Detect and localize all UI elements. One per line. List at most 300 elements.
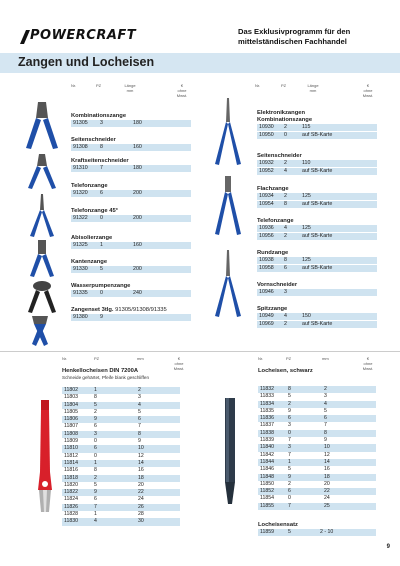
cell-mm: 9 [138, 438, 141, 445]
cell-pz: 1 [100, 242, 103, 248]
henkel-header [62, 368, 180, 381]
cell-mm: 24 [138, 496, 144, 503]
col-laenge-unit: mm [126, 88, 134, 93]
product-name: Vornschneider [257, 282, 298, 288]
table-row [62, 445, 180, 452]
product-name-main: Zangenset 3tlg. [71, 307, 114, 313]
product-name: Seitenschneider [257, 153, 302, 159]
cell-mm: 16 [324, 466, 330, 473]
hollow-punch-red-icon [30, 398, 60, 516]
cell-mm: 200 [133, 266, 142, 272]
table-row [258, 474, 376, 481]
cell-pz: 9 [94, 489, 97, 496]
cell-pz: 2 [288, 400, 291, 407]
col-eur [172, 83, 192, 98]
henkel-title: Henkellocheisen DIN 7200A [62, 368, 139, 374]
cell-nr: 11836 [260, 415, 275, 422]
schwarz-table [258, 386, 376, 510]
electronic-pliers-illustration [205, 96, 251, 346]
table-row [258, 529, 376, 536]
cell-nr: 11840 [260, 444, 275, 451]
end-cutter-icon [28, 281, 56, 313]
product-block [71, 208, 191, 222]
cell-mm: auf SB-Karte [302, 265, 333, 271]
cell-pz: 2 [94, 408, 97, 415]
cell-nr: 11805 [64, 408, 79, 415]
cell-pz: 0 [288, 495, 291, 502]
cell-nr: 10954 [259, 201, 274, 207]
cell-nr: 11810 [64, 445, 79, 452]
product-block [257, 110, 377, 139]
col-laenge-label: Länge [307, 83, 319, 88]
cell-pz: 1 [94, 511, 97, 518]
product-row [257, 233, 377, 240]
cell-nr: 11844 [260, 458, 275, 465]
table-row [62, 467, 180, 474]
col-eur [358, 83, 378, 98]
pliers-illustration [18, 98, 66, 348]
cell-mm: 2 - 10 [320, 529, 334, 535]
col-pz: PZ [286, 356, 292, 361]
table-row [258, 401, 376, 408]
cell-pz: 5 [100, 266, 103, 272]
cell-pz: 9 [94, 416, 97, 423]
product-row [257, 201, 377, 208]
cell-pz: 0 [94, 438, 97, 445]
col-laenge-unit: mm [309, 88, 317, 93]
product-name: Elektronikzangen [257, 110, 305, 116]
table-row [62, 409, 180, 416]
cell-pz: 0 [100, 290, 103, 296]
cell-pz: 6 [100, 190, 103, 196]
cell-pz: 0 [284, 132, 287, 138]
brand-name: POWERCRAFT [30, 28, 137, 43]
product-row [257, 257, 377, 264]
cell-nr: 10932 [259, 160, 274, 166]
cell-nr: 91308 [73, 144, 88, 150]
cell-mm: 9 [324, 437, 327, 444]
table-row [62, 518, 180, 525]
hollow-punch-black-icon [218, 396, 242, 508]
col-eur-note: ohne Mwst. [362, 88, 374, 98]
table-row [62, 489, 180, 496]
cell-nr: 10950 [259, 132, 274, 138]
cell-pz: 3 [94, 430, 97, 437]
cell-nr: 11850 [260, 480, 275, 487]
cell-nr: 11828 [64, 511, 79, 518]
cell-mm: 160 [133, 144, 142, 150]
cell-nr: 11859 [260, 529, 275, 535]
cell-mm: 16 [138, 467, 144, 474]
cell-pz: 5 [288, 393, 291, 400]
cell-nr: 11839 [260, 437, 275, 444]
table-row [62, 402, 180, 409]
cell-mm: 28 [138, 511, 144, 518]
table-row [258, 459, 376, 466]
cell-nr: 10934 [259, 193, 274, 199]
cell-pz: 7 [288, 437, 291, 444]
product-name: Rundzange [257, 250, 289, 256]
cell-nr: 11854 [260, 495, 275, 502]
table-row [62, 387, 180, 394]
cell-pz: 6 [284, 265, 287, 271]
col-nr: Nr. [62, 356, 68, 361]
cell-nr: 10930 [259, 124, 274, 130]
cell-pz: 6 [288, 488, 291, 495]
product-row [71, 165, 191, 172]
cell-mm: 26 [138, 503, 144, 510]
cell-pz: 6 [94, 445, 97, 452]
cell-nr: 91305 [73, 120, 88, 126]
cell-pz: 4 [284, 313, 287, 319]
cell-nr: 11807 [64, 423, 79, 430]
cell-pz: 5 [288, 529, 291, 535]
electronic-side-cutter-icon [215, 176, 241, 235]
cell-nr: 91335 [73, 290, 88, 296]
table-row [62, 482, 180, 489]
cell-mm: 2 [324, 386, 327, 392]
product-name: Wasserpumpenzange [71, 283, 131, 289]
cell-mm: 110 [302, 160, 311, 166]
cell-nr: 11803 [64, 394, 79, 401]
col-eur-label: € [177, 356, 181, 361]
product-row [71, 120, 191, 127]
cell-nr: 91320 [73, 190, 88, 196]
product-row [257, 160, 377, 167]
cell-nr: 11842 [260, 451, 275, 458]
product-name-extra: 91305/91308/91335 [115, 307, 167, 313]
cell-pz: 9 [100, 314, 103, 320]
cell-mm: 2 [138, 387, 141, 393]
cell-mm: 180 [133, 165, 142, 171]
table-row [62, 496, 180, 503]
cell-nr: 11818 [64, 474, 79, 481]
table-row [258, 488, 376, 495]
col-pz: PZ [94, 356, 100, 361]
table-row [258, 430, 376, 437]
cell-nr: 11804 [64, 401, 79, 408]
product-row [71, 144, 191, 151]
product-row [257, 321, 377, 328]
product-row [71, 266, 191, 273]
table-row [258, 466, 376, 473]
cell-nr: 11852 [260, 488, 275, 495]
cell-nr: 10956 [259, 233, 274, 239]
cell-mm: 20 [138, 481, 144, 488]
cell-pz: 2 [284, 233, 287, 239]
cell-mm: 200 [133, 215, 142, 221]
cell-mm: auf SB-Karte [302, 132, 333, 138]
cell-mm: 8 [138, 430, 141, 437]
product-name: Kraftseitenschneider [71, 158, 129, 164]
cell-mm: 10 [138, 445, 144, 452]
cell-nr: 91380 [73, 314, 88, 320]
col-mm: mm [137, 356, 144, 361]
table-row [258, 408, 376, 415]
cell-mm: 3 [324, 393, 327, 400]
product-row [257, 124, 377, 131]
col-nr: Nr. [255, 83, 261, 88]
cell-pz: 6 [288, 415, 291, 422]
cell-mm: 20 [324, 480, 330, 487]
cell-nr: 11838 [260, 429, 275, 436]
cell-nr: 11848 [260, 473, 275, 480]
col-eur-note: ohne Mwst. [362, 361, 374, 371]
cell-nr: 11834 [260, 400, 275, 407]
cell-nr: 11809 [64, 438, 79, 445]
table-row [258, 415, 376, 422]
cell-mm: 6 [138, 416, 141, 423]
page-title: Zangen und Locheisen [18, 55, 155, 69]
cell-mm: 18 [138, 474, 144, 481]
col-nr: Nr. [258, 356, 264, 361]
cell-nr: 11824 [64, 496, 79, 503]
product-block [71, 235, 191, 249]
cell-mm: 12 [324, 451, 330, 458]
cell-mm: 3 [138, 394, 141, 401]
cell-mm: 10 [324, 444, 330, 451]
cell-pz: 9 [288, 473, 291, 480]
table-row [258, 503, 376, 510]
combination-pliers-icon [26, 102, 58, 149]
cell-pz: 3 [288, 422, 291, 429]
product-name: Kantenzange [71, 259, 108, 265]
product-block [257, 282, 377, 296]
cell-mm: 18 [324, 473, 330, 480]
col-pz: PZ [281, 83, 287, 88]
product-row [257, 289, 377, 296]
side-cutter-icon [28, 154, 56, 189]
cell-pz: 7 [94, 503, 97, 510]
cell-nr: 11855 [260, 502, 275, 509]
stripping-pliers-icon [30, 240, 54, 277]
table-row [62, 394, 180, 401]
table-row [258, 444, 376, 451]
cell-mm: 14 [324, 458, 330, 465]
tagline-line: Das Exklusivprogramm für den [238, 27, 351, 36]
cell-pz: 8 [284, 257, 287, 263]
product-row [71, 215, 191, 222]
col-laenge [122, 83, 138, 93]
cell-pz: 8 [100, 144, 103, 150]
cell-nr: 10936 [259, 225, 274, 231]
cell-mm: 180 [133, 120, 142, 126]
table-row [62, 416, 180, 423]
table-row [62, 460, 180, 467]
table-row [62, 431, 180, 438]
cell-pz: 2 [284, 193, 287, 199]
col-eur-label: € [366, 356, 370, 361]
product-row [71, 190, 191, 197]
cell-nr: 91322 [73, 215, 88, 221]
cell-mm: auf SB-Karte [302, 233, 333, 239]
needle-nose-pliers-icon [215, 250, 241, 317]
cell-pz: 6 [94, 423, 97, 430]
table-row [258, 481, 376, 488]
page-number: 9 [386, 544, 390, 550]
product-block [71, 137, 191, 151]
product-block [71, 113, 191, 127]
cell-pz: 2 [284, 321, 287, 327]
table-row [258, 437, 376, 444]
product-name: Telefonzange 45° [71, 208, 118, 214]
telephone-pliers-icon [30, 194, 54, 237]
brand-logo [18, 28, 137, 48]
col-eur-label: € [180, 83, 184, 88]
table-row [62, 475, 180, 482]
product-row [71, 314, 191, 321]
cell-mm: auf SB-Karte [302, 201, 333, 207]
product-row [257, 132, 377, 139]
cell-nr: 11820 [64, 481, 79, 488]
cell-nr: 11832 [260, 386, 275, 392]
col-laenge-label: Länge [124, 83, 136, 88]
table-row [258, 422, 376, 429]
product-block [71, 158, 191, 172]
cell-pz: 3 [288, 444, 291, 451]
section-divider [0, 351, 400, 352]
cell-pz: 4 [284, 168, 287, 174]
product-row [257, 168, 377, 175]
col-eur-note: ohne Mwst. [176, 88, 188, 98]
col-nr: Nr. [71, 83, 77, 88]
cell-pz: 7 [288, 502, 291, 509]
cell-pz: 4 [94, 518, 97, 525]
product-name: Flachzange [257, 186, 289, 192]
cell-mm: 240 [133, 290, 142, 296]
table-row [258, 393, 376, 400]
cell-pz: 9 [288, 407, 291, 414]
product-name: Telefonzange [257, 218, 294, 224]
cell-mm: 25 [324, 502, 330, 509]
cell-mm: 4 [138, 401, 141, 408]
cell-pz: 8 [284, 201, 287, 207]
header-tagline [238, 27, 378, 46]
cell-nr: 11830 [64, 518, 79, 525]
cell-nr: 11822 [64, 489, 79, 496]
table-row [62, 423, 180, 430]
electronic-pliers-icon [215, 98, 241, 165]
product-block [257, 218, 377, 240]
cell-pz: 4 [284, 225, 287, 231]
cell-mm: 22 [324, 488, 330, 495]
col-mm: mm [322, 356, 329, 361]
cell-nr: 91330 [73, 266, 88, 272]
product-name: Spitzzange [257, 306, 288, 312]
product-row [257, 225, 377, 232]
cell-mm: 4 [324, 400, 327, 407]
cell-pz: 0 [288, 429, 291, 436]
cell-pz: 8 [94, 394, 97, 401]
cell-nr: 11826 [64, 503, 79, 510]
cell-pz: 8 [94, 467, 97, 474]
henkel-table [62, 387, 180, 526]
cell-nr: 11802 [64, 387, 79, 393]
table-row [258, 495, 376, 502]
col-eur-label: € [366, 83, 370, 88]
table-row [258, 386, 376, 393]
cell-mm: 125 [302, 193, 311, 199]
cell-pz: 1 [94, 459, 97, 466]
cell-mm: 115 [302, 124, 311, 130]
cell-nr: 91325 [73, 242, 88, 248]
cell-nr: 11833 [260, 393, 275, 400]
product-block [71, 307, 196, 321]
cell-nr: 10949 [259, 313, 274, 319]
product-name: Telefonzange [71, 183, 108, 189]
product-block [71, 283, 191, 297]
cell-mm: 22 [138, 489, 144, 496]
table-row [62, 504, 180, 511]
cell-nr: 11808 [64, 430, 79, 437]
cell-mm: 12 [138, 452, 144, 459]
cell-pz: 1 [94, 387, 97, 393]
cell-pz: 6 [94, 496, 97, 503]
product-name: Abisolierzange [71, 235, 113, 241]
cell-nr: 10969 [259, 321, 274, 327]
table-row [258, 452, 376, 459]
cell-pz: 0 [94, 452, 97, 459]
col-pz: PZ [96, 83, 102, 88]
cell-pz: 7 [288, 451, 291, 458]
col-eur-note: ohne Mwst. [173, 361, 185, 371]
cell-nr: 10946 [259, 289, 274, 295]
table-row [62, 511, 180, 518]
cell-mm: 14 [138, 459, 144, 466]
product-block [257, 306, 377, 328]
set-table [258, 529, 376, 536]
cell-pz: 3 [284, 289, 287, 295]
product-block [257, 186, 377, 208]
cell-mm: 150 [302, 313, 311, 319]
cell-pz: 3 [100, 120, 103, 126]
product-row [71, 242, 191, 249]
cell-nr: 11846 [260, 466, 275, 473]
tagline-line: mittelständischen Fachhandel [238, 36, 347, 46]
section-banner [0, 53, 400, 73]
cell-pz: 2 [284, 124, 287, 130]
cell-mm: auf SB-Karte [302, 321, 333, 327]
cell-nr: 11806 [64, 416, 79, 423]
cell-pz: 5 [94, 401, 97, 408]
schwarz-title: Locheisen, schwarz [258, 368, 313, 374]
cell-pz: 2 [94, 474, 97, 481]
table-row [62, 453, 180, 460]
cell-nr: 91310 [73, 165, 88, 171]
cell-nr: 11814 [64, 459, 79, 466]
cell-mm: 125 [302, 225, 311, 231]
cell-mm: 7 [138, 423, 141, 430]
product-block [71, 259, 191, 273]
cell-pz: 2 [288, 480, 291, 487]
product-block [71, 183, 191, 197]
cell-nr: 10938 [259, 257, 274, 263]
cell-mm: 5 [324, 407, 327, 414]
cell-mm: 6 [324, 415, 327, 422]
water-pump-pliers-icon [32, 316, 48, 346]
set-title: Locheisensatz [258, 522, 298, 528]
cell-mm: auf SB-Karte [302, 168, 333, 174]
cell-mm: 8 [324, 429, 327, 436]
cell-mm: 5 [138, 408, 141, 415]
product-name: Seitenschneider [71, 137, 116, 143]
cell-pz: 7 [100, 165, 103, 171]
cell-nr: 10958 [259, 265, 274, 271]
col-laenge [305, 83, 321, 93]
cell-mm: 160 [133, 242, 142, 248]
cell-pz: 0 [100, 215, 103, 221]
product-block [257, 153, 377, 175]
